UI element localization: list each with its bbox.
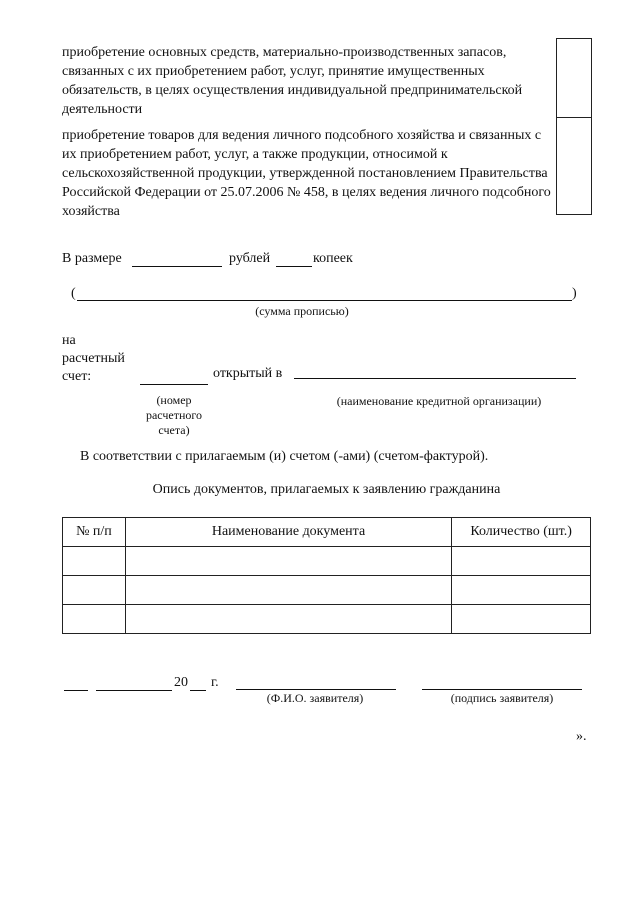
table-row (63, 547, 591, 576)
option-entrepreneur-text: приобретение основных средств, материально-производственных запасов, связанных с их приобретением работ, услуг, принятие имущественных обязательств, в целях осуществления индивидуальной предпринимательской деятельности (62, 45, 523, 117)
option-household-text: приобретение товаров для ведения личного подсобного хозяйства и связанных с их приобретением работ, услуг, а также продукции, относимой к сельскохозяйственной продукции, утвержденной постановлением Правительства Российской Федерации от 25.07.2006 № 458, в целях ведения личного подсобного хозяйства (62, 128, 551, 219)
option-entrepreneur-checkbox[interactable] (556, 38, 592, 118)
amount-in-words-field[interactable] (77, 300, 572, 301)
table-cell[interactable] (452, 547, 591, 576)
account-label-line-1: на (62, 333, 76, 348)
applicant-signature-field[interactable] (422, 689, 582, 690)
closing-quote: ». (576, 729, 587, 744)
table-row (63, 605, 591, 634)
option-household-checkbox[interactable] (556, 117, 592, 215)
amount-prefix: В размере (62, 251, 122, 266)
header-number: № п/п (63, 518, 126, 547)
table-cell[interactable] (63, 547, 126, 576)
year-suffix: г. (211, 675, 219, 690)
account-number-caption (134, 393, 214, 438)
inventory-title: Опись документов, прилагаемых к заявлению гражданина (152, 482, 501, 497)
header-document-name: Наименование документа (125, 518, 451, 547)
account-label (62, 332, 125, 386)
day-field[interactable] (64, 690, 88, 691)
table-cell[interactable] (63, 576, 126, 605)
account-number-caption-line-1: (номер (156, 393, 192, 407)
account-number-caption-line-2: расчетного (145, 408, 203, 422)
documents-table (62, 517, 591, 634)
close-paren: ) (572, 286, 577, 301)
month-field[interactable] (96, 690, 172, 691)
applicant-name-caption: (Ф.И.О. заявителя) (266, 691, 364, 705)
kopecks-label: копеек (313, 251, 353, 266)
applicant-signature-caption: (подпись заявителя) (450, 691, 554, 705)
applicant-name-field[interactable] (236, 689, 396, 690)
account-label-line-3: счет: (62, 369, 92, 384)
kopecks-field[interactable] (276, 266, 312, 267)
header-quantity: Количество (шт.) (452, 518, 591, 547)
table-cell[interactable] (452, 605, 591, 634)
year-field[interactable] (190, 690, 206, 691)
year-prefix: 20 (174, 675, 188, 690)
invoice-text: В соответствии с прилагаемым (и) счетом (-ами) (счетом-фактурой). (80, 449, 489, 464)
table-cell[interactable] (63, 605, 126, 634)
opened-in-label: открытый в (213, 366, 283, 381)
bank-name-caption: (наименование кредитной организации) (336, 394, 542, 408)
rubles-field[interactable] (132, 266, 222, 267)
table-cell[interactable] (125, 547, 451, 576)
table-header-row (63, 518, 591, 547)
account-label-line-2: расчетный (62, 351, 125, 366)
open-paren: ( (71, 286, 76, 301)
table-cell[interactable] (125, 605, 451, 634)
table-cell[interactable] (125, 576, 451, 605)
bank-name-field[interactable] (294, 378, 576, 379)
table-row (63, 576, 591, 605)
table-cell[interactable] (452, 576, 591, 605)
amount-in-words-caption: (сумма прописью) (255, 304, 349, 318)
account-number-caption-line-3: счета) (158, 423, 190, 437)
rubles-label: рублей (229, 251, 271, 266)
account-number-field[interactable] (140, 384, 208, 385)
